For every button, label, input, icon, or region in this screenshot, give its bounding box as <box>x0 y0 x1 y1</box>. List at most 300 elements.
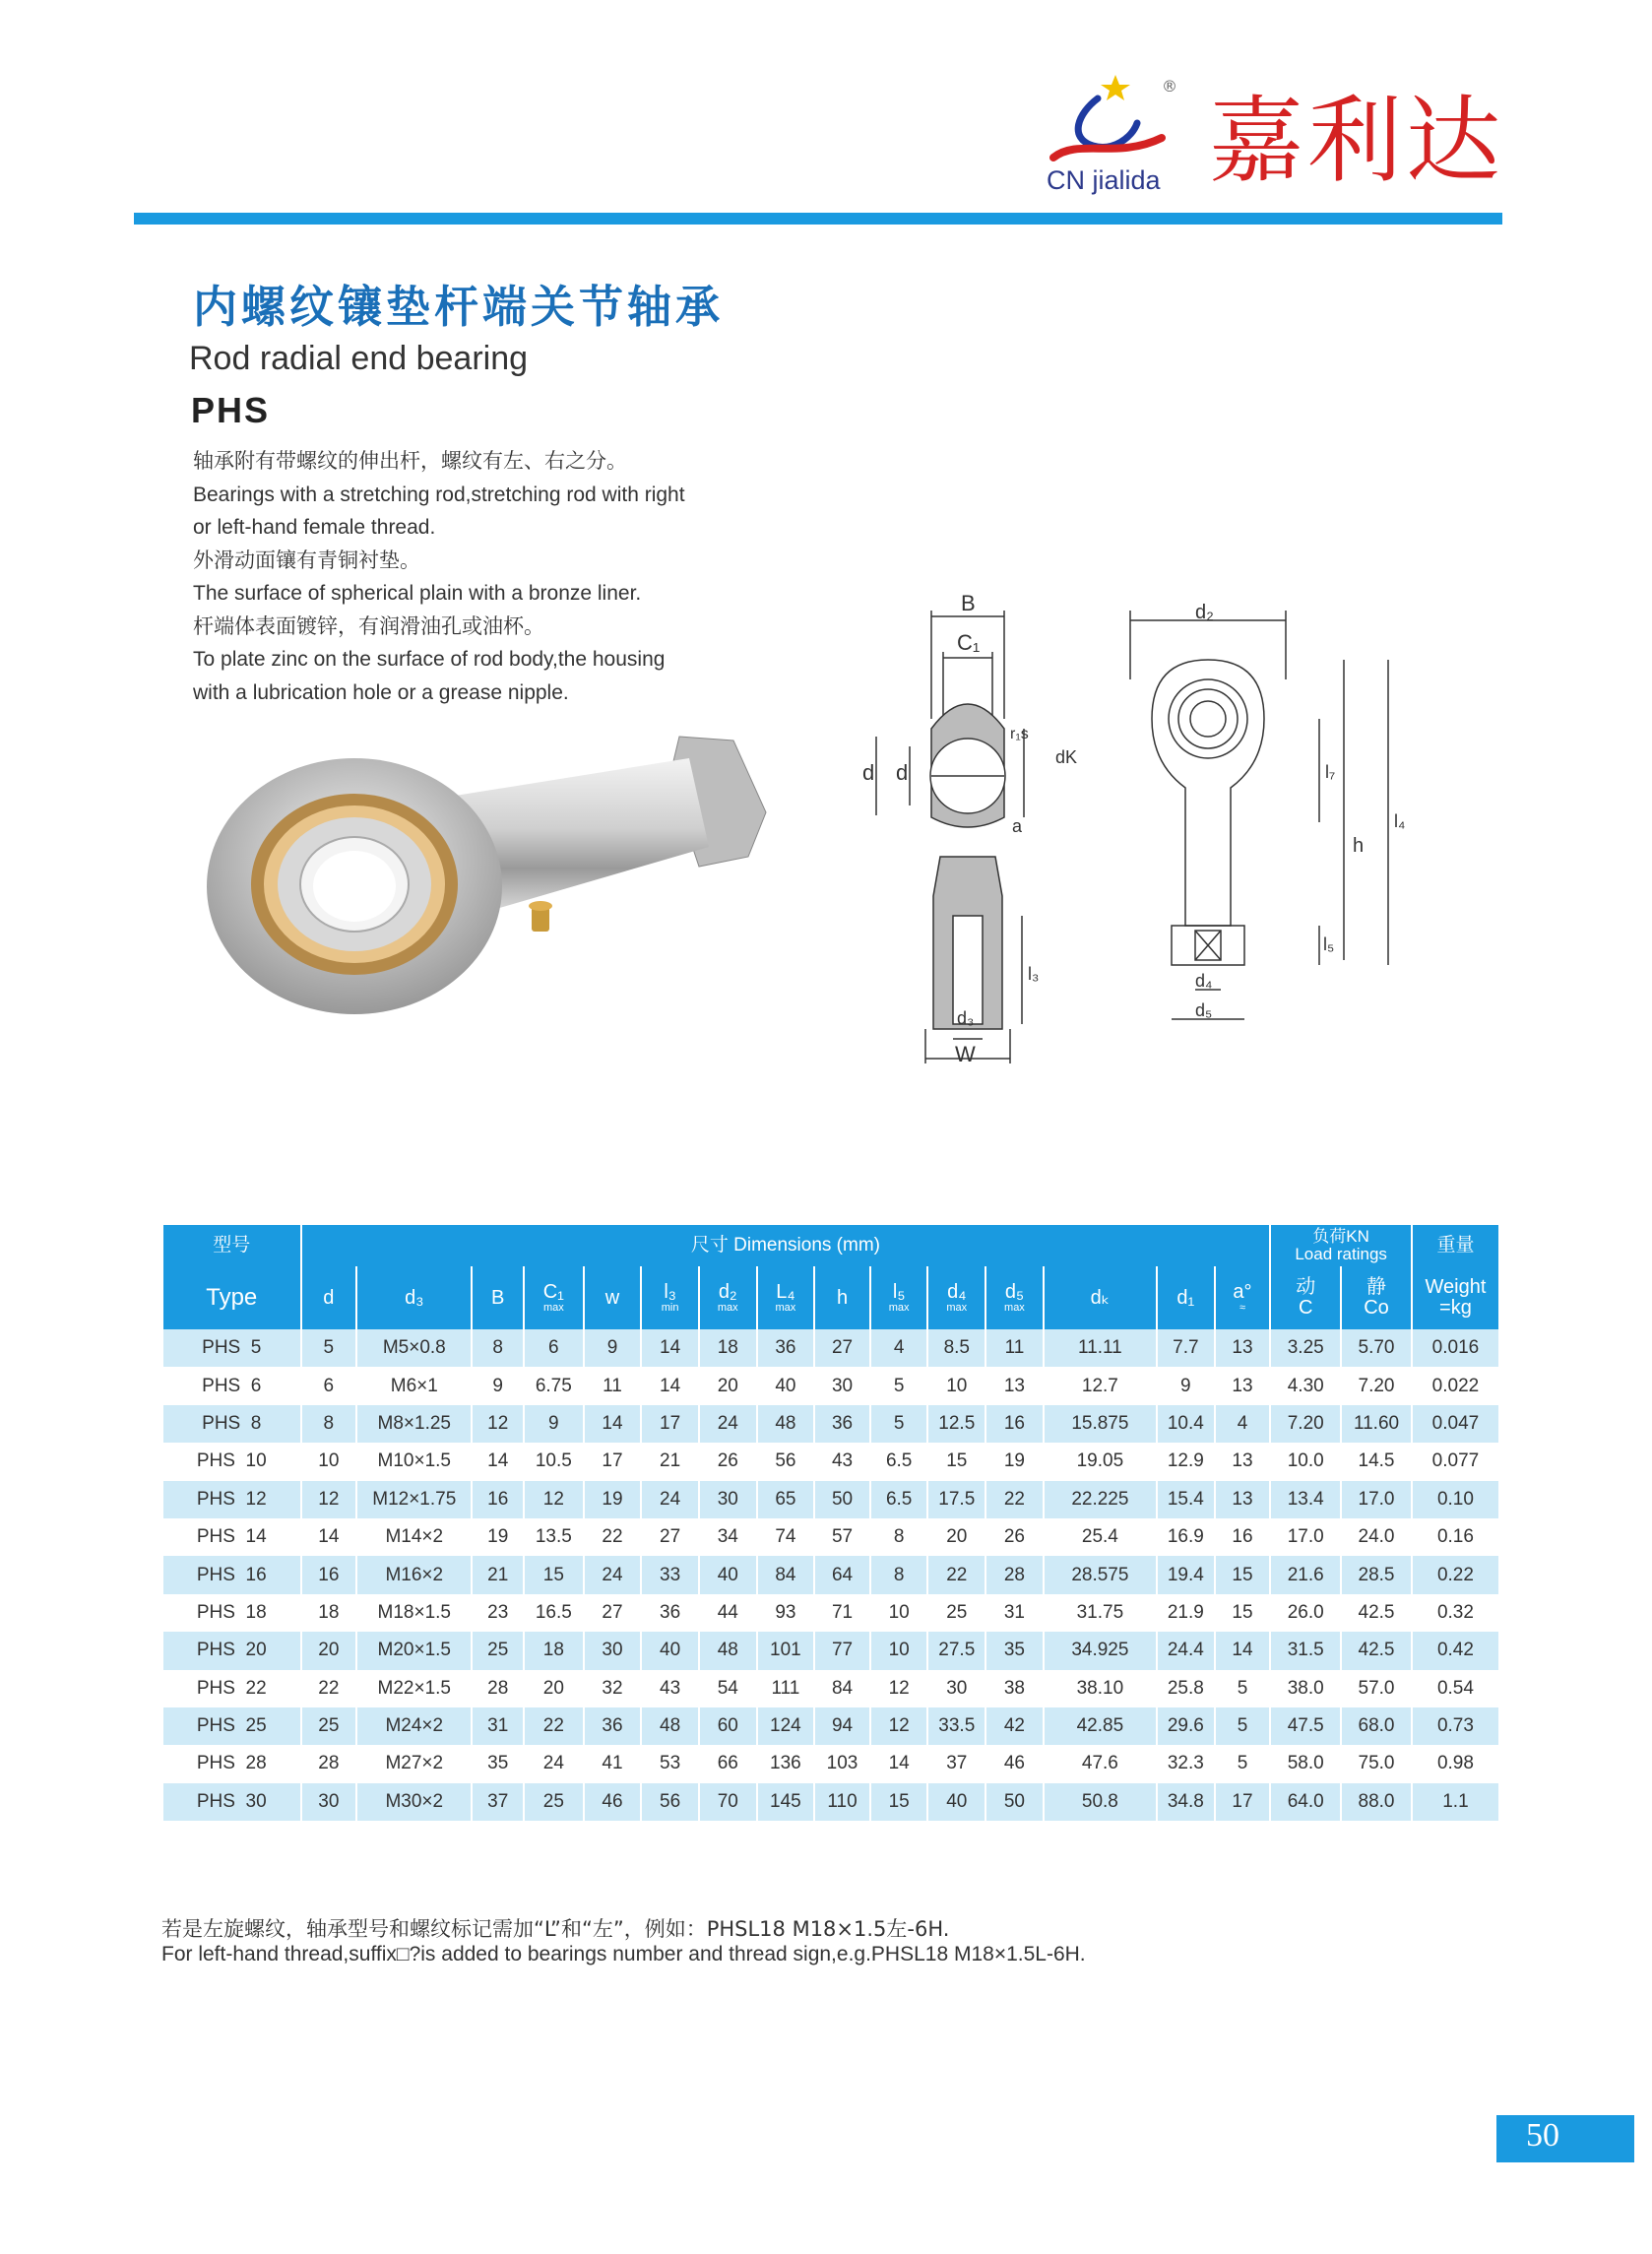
table-cell: 10.5 <box>524 1443 584 1480</box>
table-cell: 24.4 <box>1157 1632 1215 1669</box>
table-cell: 145 <box>757 1783 815 1821</box>
table-cell: 42 <box>985 1707 1044 1745</box>
table-cell: 0.73 <box>1412 1707 1498 1745</box>
label-r1s: r₁s <box>1010 726 1029 742</box>
table-cell: 24 <box>699 1405 757 1443</box>
table-cell: M5×0.8 <box>356 1329 472 1367</box>
header-col-sub: ≈ <box>1239 1302 1246 1314</box>
note-left-hand-en: For left-hand thread,suffix□?is added to bearings number and thread sign,e.g.PHSL18 M18×1.5L-6H. <box>161 1943 1086 1965</box>
table-cell: 57 <box>814 1518 870 1556</box>
table-cell: 16 <box>301 1556 357 1593</box>
table-cell: 36 <box>814 1405 870 1443</box>
table-cell: 21.9 <box>1157 1594 1215 1632</box>
table-cell-type: PHS 5 <box>162 1329 301 1367</box>
table-cell: 12.7 <box>1044 1367 1157 1404</box>
table-cell: 12 <box>301 1481 357 1518</box>
table-cell: 4.30 <box>1270 1367 1341 1404</box>
table-cell: 0.022 <box>1412 1367 1498 1404</box>
table-cell: 13 <box>1215 1481 1271 1518</box>
header-load-col <box>1341 1266 1412 1329</box>
header-col <box>814 1266 870 1329</box>
header-col <box>1157 1266 1215 1329</box>
table-cell: 13 <box>1215 1443 1271 1480</box>
table-cell: 16 <box>985 1405 1044 1443</box>
note-left-hand-zh: 若是左旋螺纹，轴承型号和螺纹标记需加“L”和“左”，例如：PHSL18 M18×1.5左-6H. <box>161 1917 950 1941</box>
header-col-label: dₖ <box>1090 1286 1111 1309</box>
table-cell: 15 <box>870 1783 928 1821</box>
table-cell: 5 <box>1215 1670 1271 1707</box>
header-col <box>301 1266 357 1329</box>
table-cell: M8×1.25 <box>356 1405 472 1443</box>
table-cell: 11 <box>985 1329 1044 1367</box>
header-load-col-zh: 动 <box>1296 1276 1316 1298</box>
header-col-sub: max <box>775 1302 796 1314</box>
table-cell: 24 <box>524 1745 584 1782</box>
table-cell: 17 <box>1215 1783 1271 1821</box>
table-row <box>162 1632 1498 1669</box>
header-columns-row <box>162 1266 1498 1329</box>
table-cell: M6×1 <box>356 1367 472 1404</box>
table-cell: 12.9 <box>1157 1443 1215 1480</box>
table-cell: M30×2 <box>356 1783 472 1821</box>
table-cell: 30 <box>301 1783 357 1821</box>
label-l7: l₇ <box>1325 762 1336 782</box>
table-cell-type: PHS 20 <box>162 1632 301 1669</box>
table-row <box>162 1518 1498 1556</box>
table-cell: 24 <box>641 1481 699 1518</box>
table-row <box>162 1670 1498 1707</box>
table-cell: 28.575 <box>1044 1556 1157 1593</box>
spec-table <box>161 1225 1498 1821</box>
table-cell: 18 <box>699 1329 757 1367</box>
label-B: B <box>961 591 976 615</box>
header-col-label: a° <box>1233 1281 1252 1303</box>
table-cell: 5 <box>1215 1745 1271 1782</box>
table-cell: 15 <box>524 1556 584 1593</box>
header-col-label: w <box>604 1286 620 1309</box>
table-row <box>162 1745 1498 1782</box>
table-cell: 22 <box>301 1670 357 1707</box>
table-cell: 6 <box>524 1329 584 1367</box>
table-cell: 25.4 <box>1044 1518 1157 1556</box>
table-cell: 14 <box>584 1405 642 1443</box>
header-col-label: d <box>323 1286 335 1309</box>
table-cell: 23 <box>472 1594 524 1632</box>
front-view-drawing <box>1093 601 1428 1054</box>
header-col <box>870 1266 928 1329</box>
table-cell: 10.4 <box>1157 1405 1215 1443</box>
table-cell: 5 <box>301 1329 357 1367</box>
table-cell: 13 <box>1215 1367 1271 1404</box>
header-col <box>584 1266 642 1329</box>
table-cell: 58.0 <box>1270 1745 1341 1782</box>
table-cell: M27×2 <box>356 1745 472 1782</box>
table-cell: 42.5 <box>1341 1632 1412 1669</box>
product-photo <box>197 719 788 1034</box>
header-col <box>1215 1266 1271 1329</box>
table-cell: 36 <box>584 1707 642 1745</box>
header-col-sub: max <box>1004 1302 1025 1314</box>
table-cell: 14 <box>870 1745 928 1782</box>
header-load-col-zh: 静 <box>1366 1276 1386 1298</box>
table-cell: 35 <box>985 1632 1044 1669</box>
table-cell: 101 <box>757 1632 815 1669</box>
table-cell: 68.0 <box>1341 1707 1412 1745</box>
table-cell: 12 <box>870 1707 928 1745</box>
table-cell: 13.5 <box>524 1518 584 1556</box>
table-cell: 12 <box>524 1481 584 1518</box>
table-cell: 66 <box>699 1745 757 1782</box>
table-cell: 14 <box>641 1329 699 1367</box>
description-line: 杆端体表面镀锌，有润滑油孔或油杯。 <box>193 614 544 638</box>
table-cell: 27 <box>814 1329 870 1367</box>
registered-mark: ® <box>1162 77 1177 96</box>
table-cell: 42.85 <box>1044 1707 1157 1745</box>
table-cell-type: PHS 25 <box>162 1707 301 1745</box>
table-cell: 74 <box>757 1518 815 1556</box>
table-cell: 37 <box>472 1783 524 1821</box>
table-cell: 32 <box>584 1670 642 1707</box>
table-cell: 13 <box>1215 1329 1271 1367</box>
table-cell: 8 <box>301 1405 357 1443</box>
table-cell: 27.5 <box>927 1632 985 1669</box>
table-cell: 13 <box>985 1367 1044 1404</box>
table-cell: 25 <box>472 1632 524 1669</box>
table-cell: 28 <box>985 1556 1044 1593</box>
header-col <box>985 1266 1044 1329</box>
table-cell: 30 <box>584 1632 642 1669</box>
table-cell-type: PHS 28 <box>162 1745 301 1782</box>
table-cell: 30 <box>927 1670 985 1707</box>
header-load-col-en: C <box>1298 1297 1313 1319</box>
label-d-inner: d <box>896 760 909 785</box>
header-type-en: Type <box>162 1266 301 1329</box>
table-cell: 46 <box>584 1783 642 1821</box>
description <box>193 445 803 709</box>
table-cell-type: PHS 8 <box>162 1405 301 1443</box>
table-cell: 0.077 <box>1412 1443 1498 1480</box>
table-cell: 27 <box>641 1518 699 1556</box>
table-cell: 0.016 <box>1412 1329 1498 1367</box>
page-number: 50 <box>1526 2117 1559 2154</box>
table-cell: 12.5 <box>927 1405 985 1443</box>
table-cell: 16 <box>1215 1518 1271 1556</box>
table-cell: M10×1.5 <box>356 1443 472 1480</box>
table-cell: 15 <box>927 1443 985 1480</box>
table-cell: 1.1 <box>1412 1783 1498 1821</box>
table-cell: 15.875 <box>1044 1405 1157 1443</box>
table-cell: 34.8 <box>1157 1783 1215 1821</box>
table-row <box>162 1556 1498 1593</box>
table-cell-type: PHS 10 <box>162 1443 301 1480</box>
table-cell: 48 <box>757 1405 815 1443</box>
table-cell: 7.7 <box>1157 1329 1215 1367</box>
table-cell: 22 <box>584 1518 642 1556</box>
table-cell: 9 <box>472 1367 524 1404</box>
table-cell: 6.75 <box>524 1367 584 1404</box>
table-cell: 60 <box>699 1707 757 1745</box>
table-cell: 28 <box>472 1670 524 1707</box>
table-cell: 4 <box>1215 1405 1271 1443</box>
table-cell: 14 <box>641 1367 699 1404</box>
page-title-zh: 内螺纹镶垫杆端关节轴承 <box>193 281 725 333</box>
label-a: a <box>1012 816 1023 836</box>
header-col-label: d₁ <box>1176 1286 1195 1309</box>
table-cell: 7.20 <box>1270 1405 1341 1443</box>
table-cell: 18 <box>301 1594 357 1632</box>
table-cell: 31.75 <box>1044 1594 1157 1632</box>
table-cell: M18×1.5 <box>356 1594 472 1632</box>
header-col-label: d₃ <box>405 1286 424 1309</box>
table-cell: M24×2 <box>356 1707 472 1745</box>
table-cell: 13.4 <box>1270 1481 1341 1518</box>
table-cell: 43 <box>641 1670 699 1707</box>
header-col <box>356 1266 472 1329</box>
header-load-col <box>1270 1266 1341 1329</box>
table-cell: 29.6 <box>1157 1707 1215 1745</box>
table-cell: 21.6 <box>1270 1556 1341 1593</box>
table-cell: 17 <box>641 1405 699 1443</box>
table-cell: 25 <box>301 1707 357 1745</box>
table-cell: 15 <box>1215 1594 1271 1632</box>
label-dK: dK <box>1055 747 1078 767</box>
table-cell: 18 <box>524 1632 584 1669</box>
table-cell: 15 <box>1215 1556 1271 1593</box>
header-dimensions: 尺寸 Dimensions (mm) <box>301 1225 1271 1266</box>
table-cell: 0.54 <box>1412 1670 1498 1707</box>
table-cell: 0.42 <box>1412 1632 1498 1669</box>
table-cell: 50 <box>985 1783 1044 1821</box>
table-cell: M22×1.5 <box>356 1670 472 1707</box>
table-cell: 31.5 <box>1270 1632 1341 1669</box>
table-cell: 47.6 <box>1044 1745 1157 1782</box>
label-d4: d₄ <box>1195 971 1213 991</box>
table-cell: 24 <box>584 1556 642 1593</box>
table-cell: 111 <box>757 1670 815 1707</box>
header-load-ratings <box>1270 1225 1412 1266</box>
header-col-label: d₅ <box>1004 1281 1025 1303</box>
table-cell: 0.10 <box>1412 1481 1498 1518</box>
table-cell: 5 <box>870 1405 928 1443</box>
table-cell: 10 <box>927 1367 985 1404</box>
model-name: PHS <box>191 390 271 430</box>
table-cell: 40 <box>927 1783 985 1821</box>
table-cell: 19.05 <box>1044 1443 1157 1480</box>
table-cell: 11.11 <box>1044 1329 1157 1367</box>
table-cell: 28.5 <box>1341 1556 1412 1593</box>
header-col <box>757 1266 815 1329</box>
table-cell: 84 <box>757 1556 815 1593</box>
table-cell: 30 <box>699 1481 757 1518</box>
table-cell: 136 <box>757 1745 815 1782</box>
table-cell: 5 <box>870 1367 928 1404</box>
table-cell-type: PHS 22 <box>162 1670 301 1707</box>
table-cell: 8 <box>870 1556 928 1593</box>
table-cell: 36 <box>757 1329 815 1367</box>
table-cell: 40 <box>641 1632 699 1669</box>
table-cell-type: PHS 12 <box>162 1481 301 1518</box>
label-W: W <box>955 1042 976 1066</box>
table-cell: 16.5 <box>524 1594 584 1632</box>
table-cell: 10.0 <box>1270 1443 1341 1480</box>
table-cell: 6.5 <box>870 1443 928 1480</box>
table-cell: 8 <box>870 1518 928 1556</box>
table-cell: 75.0 <box>1341 1745 1412 1782</box>
table-cell: 35 <box>472 1745 524 1782</box>
table-cell: 28 <box>301 1745 357 1782</box>
page-title-en: Rod radial end bearing <box>189 340 529 377</box>
table-cell: 20 <box>301 1632 357 1669</box>
table-cell: 31 <box>472 1707 524 1745</box>
table-cell: 12 <box>870 1670 928 1707</box>
table-cell: 21 <box>472 1556 524 1593</box>
table-cell: 34.925 <box>1044 1632 1157 1669</box>
description-line: To plate zinc on the surface of rod body,the housing <box>193 648 666 671</box>
table-cell: 10 <box>301 1443 357 1480</box>
table-cell: 0.16 <box>1412 1518 1498 1556</box>
table-cell: 17.5 <box>927 1481 985 1518</box>
table-cell: 26 <box>985 1518 1044 1556</box>
table-row <box>162 1367 1498 1404</box>
table-cell: 16 <box>472 1481 524 1518</box>
table-cell: 25 <box>927 1594 985 1632</box>
header-load-col-en: Co <box>1364 1297 1389 1319</box>
header-col-sub: max <box>542 1302 564 1314</box>
header-weight-zh: 重量 <box>1412 1225 1498 1266</box>
header-col-sub: max <box>946 1302 968 1314</box>
label-l4: l₄ <box>1394 811 1406 831</box>
table-cell: 56 <box>641 1783 699 1821</box>
table-cell: 14 <box>301 1518 357 1556</box>
table-cell: 0.98 <box>1412 1745 1498 1782</box>
table-cell: 41 <box>584 1745 642 1782</box>
table-cell: 22 <box>927 1556 985 1593</box>
table-cell: 0.22 <box>1412 1556 1498 1593</box>
table-cell-type: PHS 30 <box>162 1783 301 1821</box>
table-cell: 70 <box>699 1783 757 1821</box>
header-weight-unit: =kg <box>1439 1297 1472 1319</box>
table-cell: M12×1.75 <box>356 1481 472 1518</box>
table-cell: 43 <box>814 1443 870 1480</box>
table-cell: 48 <box>641 1707 699 1745</box>
table-cell: 9 <box>1157 1367 1215 1404</box>
header-col-sub: max <box>888 1302 910 1314</box>
header-col-label: B <box>491 1286 505 1309</box>
table-cell: 44 <box>699 1594 757 1632</box>
table-cell: 38.10 <box>1044 1670 1157 1707</box>
label-d3: d₃ <box>957 1008 975 1028</box>
table-cell: 38.0 <box>1270 1670 1341 1707</box>
table-cell: 71 <box>814 1594 870 1632</box>
table-cell: 110 <box>814 1783 870 1821</box>
description-line: The surface of spherical plain with a bronze liner. <box>193 582 642 605</box>
table-cell: 8 <box>472 1329 524 1367</box>
table-cell: 30 <box>814 1367 870 1404</box>
table-cell: 22 <box>524 1707 584 1745</box>
side-section-drawing <box>827 591 1083 1073</box>
header-col-label: h <box>836 1286 849 1309</box>
table-cell: 22 <box>985 1481 1044 1518</box>
table-cell: 7.20 <box>1341 1367 1412 1404</box>
header-col <box>472 1266 524 1329</box>
table-cell: 20 <box>524 1670 584 1707</box>
table-cell: 50.8 <box>1044 1783 1157 1821</box>
label-d5: d₅ <box>1195 1000 1213 1020</box>
table-cell: 31 <box>985 1594 1044 1632</box>
table-cell: 57.0 <box>1341 1670 1412 1707</box>
label-d2: d₂ <box>1195 602 1214 623</box>
header-col-label: l₃ <box>664 1281 676 1303</box>
table-cell: 77 <box>814 1632 870 1669</box>
table-cell-type: PHS 16 <box>162 1556 301 1593</box>
table-cell: 19 <box>584 1481 642 1518</box>
table-cell: 64.0 <box>1270 1783 1341 1821</box>
table-cell: 11.60 <box>1341 1405 1412 1443</box>
table-cell: 3.25 <box>1270 1329 1341 1367</box>
label-l5: l₅ <box>1323 934 1335 954</box>
table-cell: 8.5 <box>927 1329 985 1367</box>
table-cell: 124 <box>757 1707 815 1745</box>
table-cell: 21 <box>641 1443 699 1480</box>
logo-text-zh: 嘉利达 <box>1209 86 1504 196</box>
header-col <box>641 1266 699 1329</box>
table-cell: 17 <box>584 1443 642 1480</box>
header-col-label: d₄ <box>947 1281 967 1303</box>
table-cell: 0.32 <box>1412 1594 1498 1632</box>
table-cell: M20×1.5 <box>356 1632 472 1669</box>
header-load-zh: 负荷KN <box>1312 1227 1369 1247</box>
table-cell: 84 <box>814 1670 870 1707</box>
table-cell: 14 <box>1215 1632 1271 1669</box>
table-cell: 11 <box>584 1367 642 1404</box>
table-row <box>162 1405 1498 1443</box>
table-body <box>162 1329 1498 1821</box>
table-cell: 33 <box>641 1556 699 1593</box>
table-cell-type: PHS 14 <box>162 1518 301 1556</box>
table-cell: 40 <box>699 1556 757 1593</box>
table-row <box>162 1594 1498 1632</box>
description-line: 外滑动面镶有青铜衬垫。 <box>193 548 420 572</box>
table-cell: 38 <box>985 1670 1044 1707</box>
table-cell: 15.4 <box>1157 1481 1215 1518</box>
table-cell: 10 <box>870 1594 928 1632</box>
table-cell-type: PHS 18 <box>162 1594 301 1632</box>
table-cell: 5 <box>1215 1707 1271 1745</box>
table-cell: 26 <box>699 1443 757 1480</box>
table-cell: 33.5 <box>927 1707 985 1745</box>
header-type-zh: 型号 <box>162 1225 301 1266</box>
description-line: Bearings with a stretching rod,stretching rod with right <box>193 483 685 506</box>
table-cell: 94 <box>814 1707 870 1745</box>
table-cell: 16.9 <box>1157 1518 1215 1556</box>
header-rule <box>134 213 1502 225</box>
logo-text-en: CN jialida <box>1047 165 1161 195</box>
table-cell: 22.225 <box>1044 1481 1157 1518</box>
header-load-en: Load ratings <box>1295 1245 1387 1263</box>
table-cell: 32.3 <box>1157 1745 1215 1782</box>
header-col-sub: max <box>717 1302 738 1314</box>
table-cell: 25.8 <box>1157 1670 1215 1707</box>
table-row <box>162 1783 1498 1821</box>
header-col <box>699 1266 757 1329</box>
header-col-label: d₂ <box>718 1281 737 1303</box>
header-col-label: L₄ <box>776 1281 795 1303</box>
description-line: or left-hand female thread. <box>193 516 436 539</box>
table-cell: 6 <box>301 1367 357 1404</box>
table-cell: 46 <box>985 1745 1044 1782</box>
table-cell: 88.0 <box>1341 1783 1412 1821</box>
description-line: 轴承附有带螺纹的伸出杆，螺纹有左、右之分。 <box>193 450 627 473</box>
